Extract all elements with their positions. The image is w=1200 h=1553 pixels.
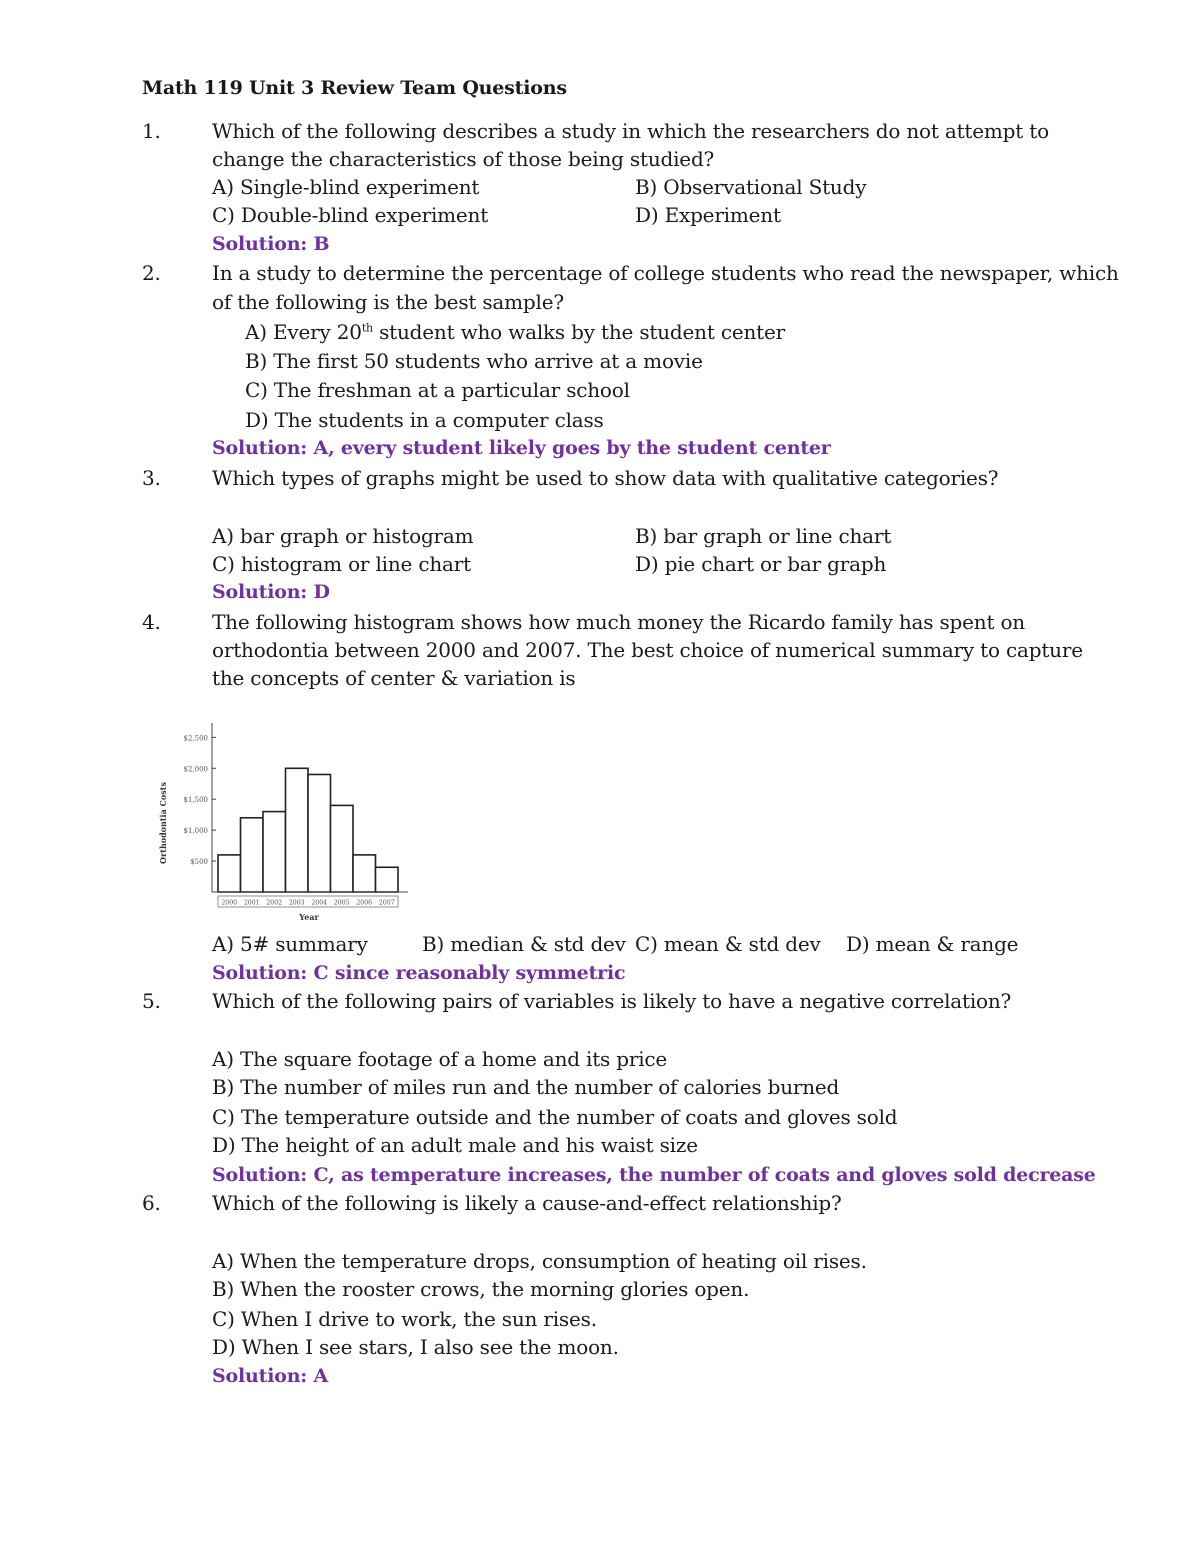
choice-b: B) The number of miles run and the number of calories burned	[212, 1075, 840, 1099]
question-number: 6.	[142, 1191, 161, 1215]
question-text: Which of the following pairs of variables is likely to have a negative correlation?	[212, 989, 1012, 1013]
histogram-bar	[241, 818, 264, 892]
histogram-bar	[263, 812, 286, 892]
choice-c: C) histogram or line chart	[212, 552, 471, 576]
solution: Solution: B	[212, 233, 330, 255]
choice-d: D) pie chart or bar graph	[635, 552, 887, 576]
choice-b: B) When the rooster crows, the morning glories open.	[212, 1277, 750, 1301]
choice-d: D) mean & range	[846, 932, 1019, 956]
question-text: orthodontia between 2000 and 2007. The best choice of numerical summary to capture	[212, 638, 1083, 662]
question-number: 3.	[142, 466, 161, 490]
x-tick-label: 2002	[266, 899, 283, 907]
question-number: 1.	[142, 119, 161, 143]
x-tick-label: 2006	[356, 899, 373, 907]
x-tick-label: 2000	[221, 899, 238, 907]
choice-c: C) Double-blind experiment	[212, 203, 489, 227]
choice-c: C) mean & std dev	[635, 932, 821, 956]
histogram-bar	[376, 867, 399, 892]
choice-b: B) bar graph or line chart	[635, 524, 892, 548]
question-number: 2.	[142, 261, 161, 285]
histogram-bar	[353, 855, 376, 892]
histogram-bar	[286, 768, 309, 892]
question-text: The following histogram shows how much money the Ricardo family has spent on	[212, 610, 1025, 634]
x-tick-label: 2004	[311, 899, 328, 907]
question-text: Which of the following describes a study in which the researchers do not attempt to	[212, 119, 1049, 143]
question-text: of the following is the best sample?	[212, 290, 564, 314]
choice-a: A) The square footage of a home and its price	[212, 1047, 668, 1071]
question-text: In a study to determine the percentage of college students who read the newspaper, which	[212, 261, 1119, 285]
question-number: 4.	[142, 610, 161, 634]
choice-c: C) The freshman at a particular school	[245, 378, 630, 402]
choice-c: C) The temperature outside and the number of coats and gloves sold	[212, 1105, 898, 1129]
x-tick-label: 2001	[243, 899, 260, 907]
choice-d: D) When I see stars, I also see the moon.	[212, 1335, 619, 1359]
x-tick-label: 2003	[288, 899, 305, 907]
y-tick-label: $2,000	[183, 765, 208, 774]
choice-a-post: student who walks by the student center	[372, 320, 785, 344]
x-tick-label: 2007	[378, 899, 395, 907]
y-tick-label: $1,000	[183, 827, 208, 836]
histogram-bar	[308, 774, 331, 892]
y-tick-label: $1,500	[183, 796, 208, 805]
choice-b: B) Observational Study	[635, 175, 867, 199]
choice-a: A) bar graph or histogram	[212, 524, 474, 548]
choice-b: B) The first 50 students who arrive at a movie	[245, 349, 703, 373]
choice-a	[245, 320, 785, 344]
x-tick-label: 2005	[333, 899, 350, 907]
question-text: the concepts of center & variation is	[212, 666, 576, 690]
orthodontia-histogram	[150, 715, 420, 930]
y-axis-label: Orthodontia Costs	[158, 782, 168, 864]
choice-d: D) The students in a computer class	[245, 408, 604, 432]
question-number: 5.	[142, 989, 161, 1013]
choice-a: A) Single-blind experiment	[212, 175, 480, 199]
x-axis-label: Year	[299, 912, 319, 922]
question-text: Which of the following is likely a cause-and-effect relationship?	[212, 1191, 842, 1215]
question-text: Which types of graphs might be used to show data with qualitative categories?	[212, 466, 999, 490]
page-title: Math 119 Unit 3 Review Team Questions	[142, 77, 567, 99]
choice-d: D) Experiment	[635, 203, 781, 227]
solution: Solution: D	[212, 581, 330, 603]
choice-c: C) When I drive to work, the sun rises.	[212, 1307, 597, 1331]
y-tick-label: $500	[190, 858, 208, 867]
choice-a: A) When the temperature drops, consumption of heating oil rises.	[212, 1249, 867, 1273]
solution: Solution: C since reasonably symmetric	[212, 962, 626, 984]
histogram-bar	[218, 855, 241, 892]
histogram-bar	[331, 805, 354, 892]
choice-b: B) median & std dev	[422, 932, 626, 956]
question-text: change the characteristics of those being studied?	[212, 147, 715, 171]
solution: Solution: A, every student likely goes by the student center	[212, 437, 831, 459]
choice-d: D) The height of an adult male and his waist size	[212, 1133, 698, 1157]
solution: Solution: C, as temperature increases, the number of coats and gloves sold decrease	[212, 1164, 1096, 1186]
y-tick-label: $2,500	[183, 734, 208, 743]
choice-a-sup: th	[361, 321, 373, 335]
choice-a: A) 5# summary	[212, 932, 368, 956]
solution: Solution: A	[212, 1365, 329, 1387]
choice-a-pre: A) Every 20	[245, 320, 362, 344]
